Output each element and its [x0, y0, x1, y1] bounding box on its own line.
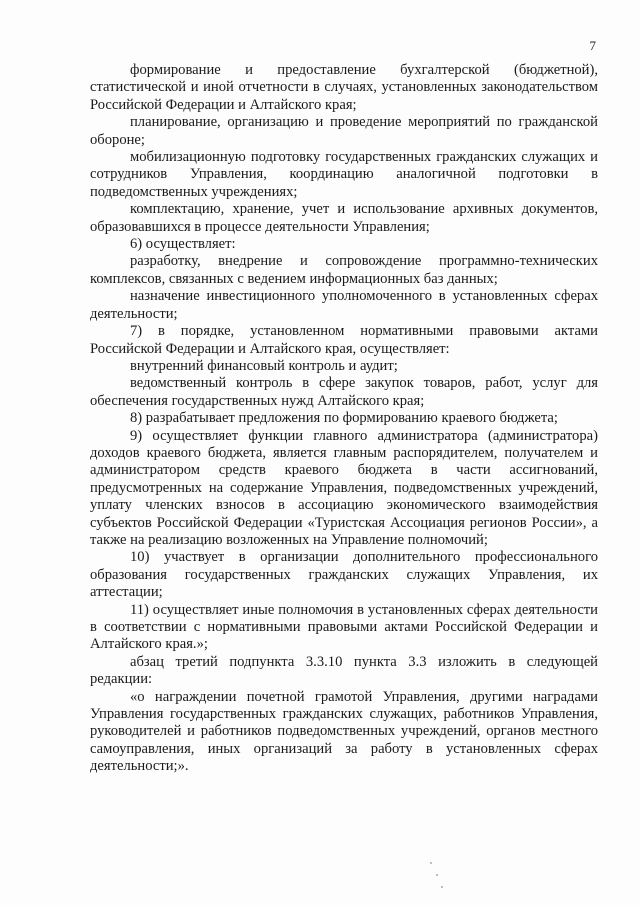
paragraph: 8) разрабатывает предложения по формированию краевого бюджета;	[130, 410, 558, 427]
paragraph: разработку, внедрение и сопровождение программно-технических комплексов, связанных с ведением информационных баз данных;	[90, 253, 598, 287]
scan-speck	[430, 862, 432, 864]
paragraph: абзац третий подпункта 3.3.10 пункта 3.3 изложить в следующей редакции:	[90, 653, 598, 688]
paragraph: комплектацию, хранение, учет и использование архивных документов, образовавшихся в процессе деятельности Управления;	[90, 201, 598, 235]
scan-speck	[441, 886, 443, 888]
paragraph: 6) осуществляет:	[130, 236, 236, 253]
paragraph: 10) участвует в организации дополнительного профессионального образования государственных гражданских служащих Управления, их аттестации;	[90, 549, 598, 601]
document-body	[90, 62, 598, 776]
paragraph: 9) осуществляет функции главного администратора (администратора) доходов краевого бюджета, является главным распорядителем, получателем и администратором средств краевого бюджета в части ассигнований, предусмотренных на содержание Управления, подведомственных учреждений, уплату членских взносов в ассоциацию экономического взаимодействия субъектов Российской Федерации «Туристская Ассоциация регионов России», а также на реализацию возложенных на Управление полномочий;	[90, 427, 598, 548]
paragraph: ведомственный контроль в сфере закупок товаров, работ, услуг для обеспечения государственных нужд Алтайского края;	[90, 375, 598, 409]
paragraph: мобилизационную подготовку государственных гражданских служащих и сотрудников Управления, координацию аналогичной подготовки в подведомственных учреждениях;	[90, 149, 598, 200]
paragraph: назначение инвестиционного уполномоченного в установленных сферах деятельности;	[90, 288, 598, 322]
paragraph: 11) осуществляет иные полномочия в установленных сферах деятельности в соответствии с нормативными правовыми актами Российской Федерации и Алтайского края.»;	[90, 601, 598, 653]
paragraph: планирование, организацию и проведение мероприятий по гражданской обороне;	[90, 114, 598, 148]
paragraph: формирование и предоставление бухгалтерской (бюджетной), статистической и иной отчетности в случаях, установленных законодательством Российской Федерации и Алтайского края;	[90, 62, 598, 113]
scan-speck	[436, 874, 438, 876]
paragraph: внутренний финансовый контроль и аудит;	[130, 357, 398, 374]
paragraph: «о награждении почетной грамотой Управления, другими наградами Управления государственных гражданских служащих, работников Управления, руководителей и работников подведомственных учреждений, органов местного самоуправления, иных организаций за работу в установленных сферах деятельности;».	[90, 688, 598, 775]
paragraph: 7) в порядке, установленном нормативными правовыми актами Российской Федерации и Алтайского края, осуществляет:	[90, 323, 598, 357]
page-number: 7	[589, 38, 596, 53]
